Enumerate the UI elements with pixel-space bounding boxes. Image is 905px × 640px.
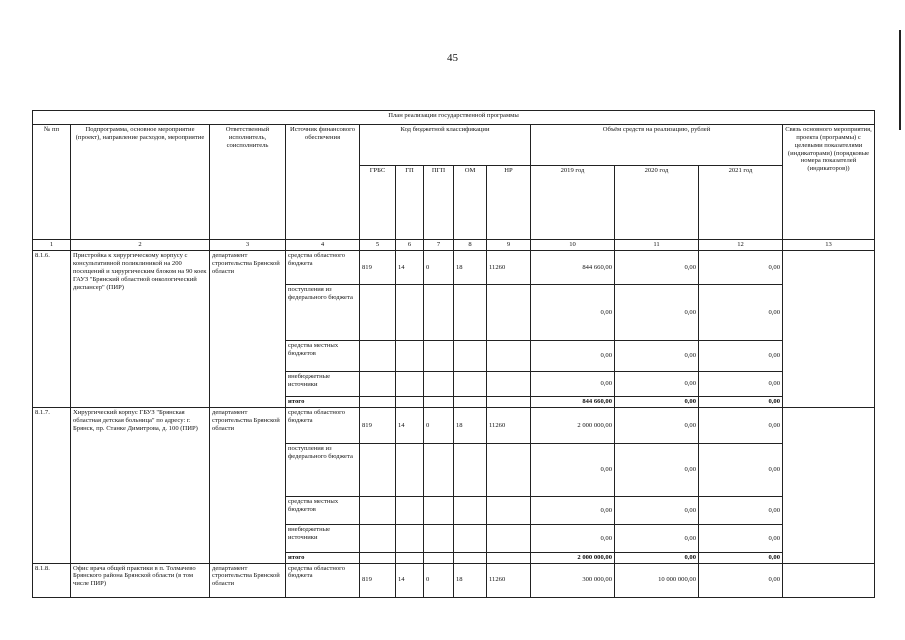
- value-2019: 0,00: [531, 371, 615, 396]
- header-grbs: ГРБС: [360, 165, 396, 240]
- column-number: 11: [615, 240, 699, 251]
- indicator-link: [783, 407, 875, 563]
- code-grbs: 819: [360, 251, 396, 284]
- indicator-link: [783, 251, 875, 408]
- value-2020: 0,00: [615, 341, 699, 371]
- source-offbudget: внебюджетные источники: [286, 371, 360, 396]
- value-2020: 0,00: [615, 251, 699, 284]
- value-2020: 0,00: [615, 444, 699, 497]
- value-2020: 0,00: [615, 407, 699, 443]
- header-source: Источник финансового обеспечения: [286, 125, 360, 240]
- value-2020: 0,00: [615, 496, 699, 524]
- column-number: 1: [33, 240, 71, 251]
- table-row: [33, 563, 875, 598]
- code-gp: 14: [396, 251, 424, 284]
- column-number: 12: [699, 240, 783, 251]
- column-number: 2: [71, 240, 210, 251]
- value-2019: 0,00: [531, 341, 615, 371]
- code-nr: 11260: [487, 407, 531, 443]
- value-2019: 300 000,00: [531, 563, 615, 598]
- source-federal: поступления из федерального бюджета: [286, 444, 360, 497]
- value-2019: 0,00: [531, 525, 615, 552]
- code-gp: 14: [396, 563, 424, 598]
- code-om: 18: [454, 563, 487, 598]
- total-2019: 844 660,00: [531, 397, 615, 408]
- item-name: Хирургический корпус ГБУЗ "Брянская областная детская больница" по адресу: г. Брянск, пр. Станке Димитрова, д. 100 (ПИР): [71, 407, 210, 563]
- source-regional: средства областного бюджета: [286, 563, 360, 598]
- item-name: Офис врача общей практики в п. Толмачево Брянского района Брянской области (в том числе ПИР): [71, 563, 210, 598]
- value-2021: 0,00: [699, 251, 783, 284]
- value-2020: 10 000 000,00: [615, 563, 699, 598]
- code-grbs: 819: [360, 563, 396, 598]
- column-number: 8: [454, 240, 487, 251]
- header-link: Связь основного мероприятия, проекта (программы) с целевыми показателями (индикаторами) (порядковые номера показателей (индикаторов)): [783, 125, 875, 240]
- value-2020: 0,00: [615, 371, 699, 396]
- item-num: 8.1.6.: [33, 251, 71, 408]
- total-2021: 0,00: [699, 397, 783, 408]
- code-om: 18: [454, 407, 487, 443]
- value-2019: 0,00: [531, 496, 615, 524]
- value-2019: 2 000 000,00: [531, 407, 615, 443]
- header-2020: 2020 год: [615, 165, 699, 240]
- item-num: 8.1.7.: [33, 407, 71, 563]
- value-2021: 0,00: [699, 371, 783, 396]
- code-nr: 11260: [487, 251, 531, 284]
- value-2021: 0,00: [699, 284, 783, 341]
- source-regional: средства областного бюджета: [286, 251, 360, 284]
- total-2021: 0,00: [699, 552, 783, 563]
- table-row: [33, 251, 875, 284]
- value-2020: 0,00: [615, 284, 699, 341]
- item-executor: департамент строительства Брянской области: [210, 563, 286, 598]
- source-total: итого: [286, 552, 360, 563]
- header-budget-code: Код бюджетной классификации: [360, 125, 531, 165]
- column-number: 5: [360, 240, 396, 251]
- source-federal: поступления из федерального бюджета: [286, 284, 360, 341]
- code-pgp: 0: [424, 407, 454, 443]
- code-pgp: 0: [424, 251, 454, 284]
- header-subprogram: Подпрограмма, основное мероприятие (проект), направление расходов, мероприятие: [71, 125, 210, 240]
- header-2019: 2019 год: [531, 165, 615, 240]
- header-2021: 2021 год: [699, 165, 783, 240]
- value-2019: 844 660,00: [531, 251, 615, 284]
- column-number: 6: [396, 240, 424, 251]
- column-number: 10: [531, 240, 615, 251]
- code-om: 18: [454, 251, 487, 284]
- table-title: План реализации государственной программы: [33, 111, 875, 125]
- item-num: 8.1.8.: [33, 563, 71, 598]
- value-2020: 0,00: [615, 525, 699, 552]
- header-volume: Объём средств на реализацию, рублей: [531, 125, 783, 165]
- source-regional: средства областного бюджета: [286, 407, 360, 443]
- program-plan-table: [32, 110, 875, 598]
- column-number: 9: [487, 240, 531, 251]
- total-2020: 0,00: [615, 552, 699, 563]
- code-gp: 14: [396, 407, 424, 443]
- header-om: ОМ: [454, 165, 487, 240]
- value-2021: 0,00: [699, 525, 783, 552]
- header-gp: ГП: [396, 165, 424, 240]
- total-2020: 0,00: [615, 397, 699, 408]
- code-grbs: 819: [360, 407, 396, 443]
- source-local: средства местных бюджетов: [286, 496, 360, 524]
- code-nr: 11260: [487, 563, 531, 598]
- scan-edge-mark: [899, 30, 901, 130]
- column-number: 13: [783, 240, 875, 251]
- value-2021: 0,00: [699, 407, 783, 443]
- code-pgp: 0: [424, 563, 454, 598]
- value-2021: 0,00: [699, 444, 783, 497]
- source-local: средства местных бюджетов: [286, 341, 360, 371]
- column-number: 7: [424, 240, 454, 251]
- header-executor: Ответственный исполнитель, соисполнитель: [210, 125, 286, 240]
- value-2021: 0,00: [699, 563, 783, 598]
- item-name: Пристройка к хирургическому корпусу с консультативной поликлиникой на 200 посещений и хирургическим блоком на 90 коек ГАУЗ "Брянский областной онкологический диспансер" (ПИР): [71, 251, 210, 408]
- header-nr: НР: [487, 165, 531, 240]
- header-pgp: ПГП: [424, 165, 454, 240]
- item-executor: департамент строительства Брянской области: [210, 407, 286, 563]
- value-2019: 0,00: [531, 444, 615, 497]
- total-2019: 2 000 000,00: [531, 552, 615, 563]
- page-number: 45: [447, 52, 458, 64]
- column-number: 3: [210, 240, 286, 251]
- value-2019: 0,00: [531, 284, 615, 341]
- value-2021: 0,00: [699, 341, 783, 371]
- value-2021: 0,00: [699, 496, 783, 524]
- header-num: № пп: [33, 125, 71, 240]
- column-number: 4: [286, 240, 360, 251]
- indicator-link: [783, 563, 875, 598]
- source-total: итого: [286, 397, 360, 408]
- item-executor: департамент строительства Брянской области: [210, 251, 286, 408]
- table-row: [33, 407, 875, 443]
- source-offbudget: внебюджетные источники: [286, 525, 360, 552]
